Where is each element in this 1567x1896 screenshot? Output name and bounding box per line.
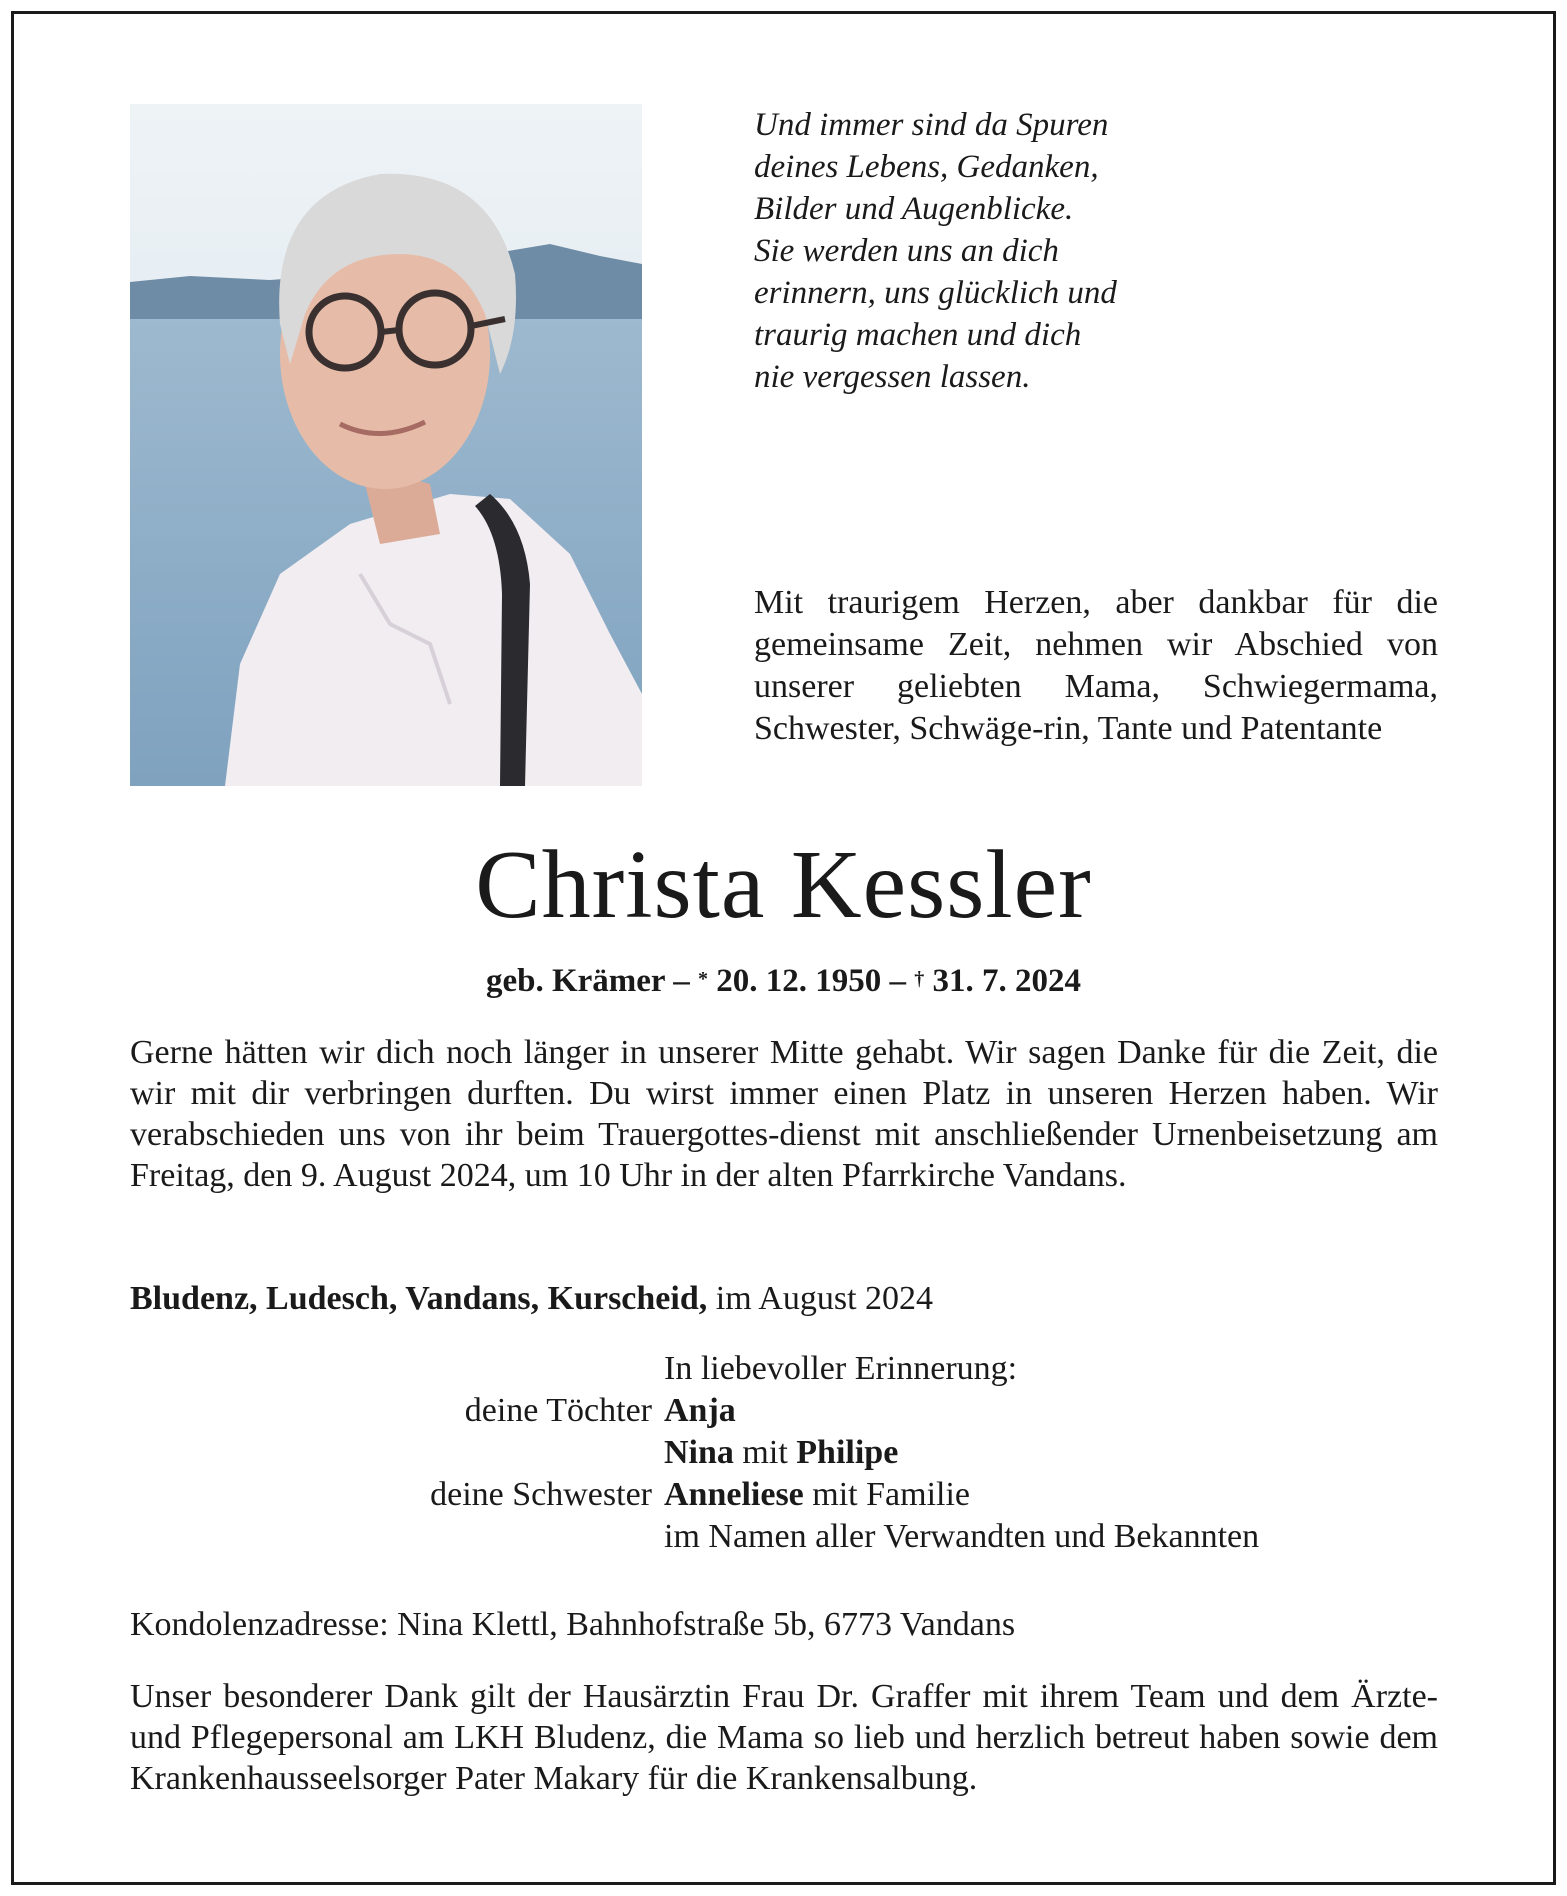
signature-role: deine Schwester <box>430 1476 652 1513</box>
signature-name: Nina <box>664 1434 734 1471</box>
signature-role <box>130 1432 664 1474</box>
signature-block <box>130 1348 1438 1558</box>
signature-suffix: mit Familie <box>812 1476 970 1513</box>
signature-suffix: im Namen aller Verwandten und Bekannten <box>664 1518 1260 1555</box>
signature-heading: In liebevoller Erinnerung: <box>664 1350 1018 1387</box>
places-line <box>130 1278 1438 1320</box>
thanks-text: Unser besonderer Dank gilt der Hausärztin Frau Dr. Graffer mit ihrem Team und dem Ärzte- und Pflegepersonal am LKH Bludenz, die Mama so lieb und herzlich betreut haben sowie dem Krankenhausseelsorger Pater Makary für die Krankensalbung. <box>130 1678 1438 1797</box>
born-mark: * <box>698 968 708 990</box>
signature-connector: mit <box>742 1434 788 1471</box>
signature-row <box>130 1474 1438 1516</box>
signature-heading-row <box>130 1348 1438 1390</box>
life-dates: geb. Krämer – * 20. 12. 1950 – † 31. 7. 2024 <box>485 963 1081 999</box>
condolence-address: Kondolenzadresse: Nina Klettl, Bahnhofstraße 5b, 6773 Vandans <box>130 1606 1016 1643</box>
signature-row <box>130 1390 1438 1432</box>
signature-role <box>130 1516 664 1558</box>
signature-row <box>130 1516 1438 1558</box>
deceased-name: Christa Kessler <box>475 831 1092 939</box>
signature-row <box>130 1432 1438 1474</box>
funeral-info-text: Gerne hätten wir dich noch länger in unserer Mitte gehabt. Wir sagen Danke für die Zeit, die wir mit dir verbringen durften. Du wirst immer einen Platz in unseren Herzen haben. Wir verabschieden uns von ihr beim Trauergottes-dienst mit anschließender Urnenbeisetzung am Freitag, den 9. August 2024, um 10 Uhr in der alten Pfarrkirche Vandans. <box>130 1034 1438 1194</box>
signature-name: Anneliese <box>664 1476 804 1513</box>
intro-text: Mit traurigem Herzen, aber dankbar für die gemeinsame Zeit, nehmen wir Abschied von unserer geliebten Mama, Schwiegermama, Schwester, Schwäge-rin, Tante und Patentante <box>754 584 1438 747</box>
birth-date: 20. 12. 1950 <box>716 963 882 999</box>
signature-name: Anja <box>664 1392 736 1429</box>
places-date: im August 2024 <box>715 1280 934 1317</box>
portrait-photo <box>130 104 642 786</box>
death-date: 31. 7. 2024 <box>932 963 1081 999</box>
signature-name-partner: Philipe <box>796 1434 899 1471</box>
died-mark: † <box>914 968 925 990</box>
memorial-poem: Und immer sind da Spuren deines Lebens, Gedanken, Bilder und Augenblicke. Sie werden uns an dich erinnern, uns glücklich und traurig machen und dich nie vergessen lassen. <box>754 107 1117 395</box>
signature-role: deine Töchter <box>464 1392 652 1429</box>
maiden-name: geb. Krämer <box>485 963 665 999</box>
places-towns: Bludenz, Ludesch, Vandans, Kurscheid, <box>130 1280 708 1317</box>
